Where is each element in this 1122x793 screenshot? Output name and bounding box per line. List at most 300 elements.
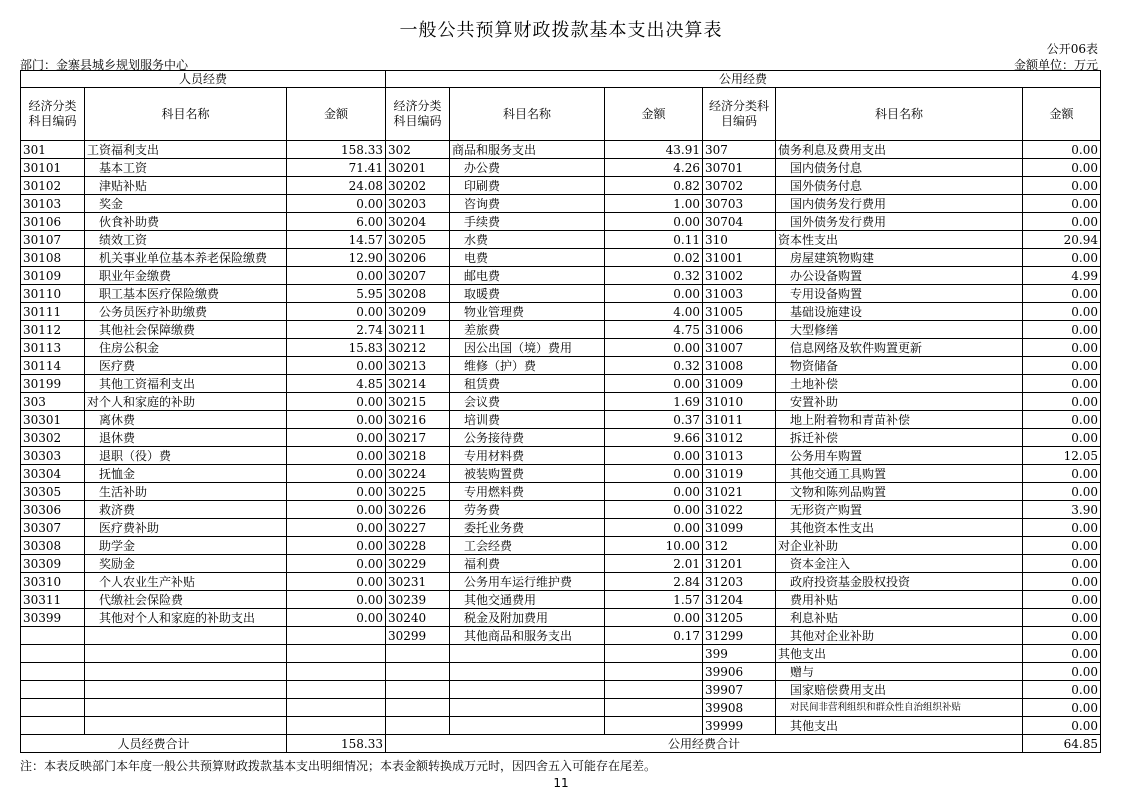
cell-name-c: 利息补贴 xyxy=(776,609,1023,627)
cell-code-b: 30240 xyxy=(386,609,450,627)
cell-name-b: 劳务费 xyxy=(450,501,605,519)
cell-code-c: 30703 xyxy=(703,195,776,213)
cell-amount-b: 0.00 xyxy=(605,465,703,483)
cell-amount-a: 158.33 xyxy=(287,141,386,159)
cell-code-b: 302 xyxy=(386,141,450,159)
cell-code-a: 30311 xyxy=(21,591,85,609)
personnel-total-label: 人员经费合计 xyxy=(21,735,287,753)
table-row xyxy=(21,501,1101,519)
cell-amount-b: 4.26 xyxy=(605,159,703,177)
cell-amount-b: 0.17 xyxy=(605,627,703,645)
cell-name-a: 抚恤金 xyxy=(85,465,287,483)
cell-amount-c: 0.00 xyxy=(1023,285,1101,303)
cell-code-b xyxy=(386,681,450,699)
cell-amount-a: 0.00 xyxy=(287,195,386,213)
cell-name-a: 离休费 xyxy=(85,411,287,429)
cell-name-c: 资本金注入 xyxy=(776,555,1023,573)
cell-name-c: 国内债务发行费用 xyxy=(776,195,1023,213)
cell-name-c: 其他支出 xyxy=(776,645,1023,663)
cell-code-c: 307 xyxy=(703,141,776,159)
cell-amount-c: 0.00 xyxy=(1023,663,1101,681)
cell-code-c: 31205 xyxy=(703,609,776,627)
cell-amount-c: 0.00 xyxy=(1023,681,1101,699)
cell-code-b xyxy=(386,717,450,735)
cell-name-c: 其他对企业补助 xyxy=(776,627,1023,645)
cell-name-b xyxy=(450,717,605,735)
cell-name-c: 国外债务付息 xyxy=(776,177,1023,195)
cell-amount-a: 0.00 xyxy=(287,267,386,285)
table-row xyxy=(21,699,1101,717)
cell-code-b xyxy=(386,645,450,663)
cell-amount-a xyxy=(287,627,386,645)
cell-amount-a xyxy=(287,681,386,699)
table-row xyxy=(21,573,1101,591)
cell-name-b: 取暖费 xyxy=(450,285,605,303)
cell-name-b: 其他商品和服务支出 xyxy=(450,627,605,645)
cell-amount-b: 0.00 xyxy=(605,483,703,501)
cell-code-a: 30307 xyxy=(21,519,85,537)
table-row xyxy=(21,249,1101,267)
cell-name-b xyxy=(450,663,605,681)
cell-code-c: 31007 xyxy=(703,339,776,357)
cell-amount-c: 0.00 xyxy=(1023,465,1101,483)
cell-amount-c: 12.05 xyxy=(1023,447,1101,465)
cell-amount-a: 2.74 xyxy=(287,321,386,339)
cell-amount-b: 1.69 xyxy=(605,393,703,411)
cell-amount-a: 24.08 xyxy=(287,177,386,195)
cell-name-a: 生活补助 xyxy=(85,483,287,501)
cell-code-c: 31001 xyxy=(703,249,776,267)
cell-name-c: 公务用车购置 xyxy=(776,447,1023,465)
cell-amount-a: 0.00 xyxy=(287,303,386,321)
cell-name-b: 邮电费 xyxy=(450,267,605,285)
cell-amount-c: 4.99 xyxy=(1023,267,1101,285)
cell-name-a: 住房公积金 xyxy=(85,339,287,357)
cell-code-b: 30202 xyxy=(386,177,450,195)
cell-amount-a: 0.00 xyxy=(287,555,386,573)
cell-amount-b xyxy=(605,717,703,735)
cell-code-b: 30229 xyxy=(386,555,450,573)
cell-name-b: 商品和服务支出 xyxy=(450,141,605,159)
cell-amount-c: 3.90 xyxy=(1023,501,1101,519)
table-row xyxy=(21,177,1101,195)
cell-code-a: 30306 xyxy=(21,501,85,519)
cell-amount-a: 0.00 xyxy=(287,429,386,447)
cell-code-c: 310 xyxy=(703,231,776,249)
cell-amount-a: 0.00 xyxy=(287,501,386,519)
table-row xyxy=(21,447,1101,465)
cell-name-a: 对个人和家庭的补助 xyxy=(85,393,287,411)
cell-name-b: 差旅费 xyxy=(450,321,605,339)
cell-name-a: 其他社会保障缴费 xyxy=(85,321,287,339)
cell-name-a: 退休费 xyxy=(85,429,287,447)
unit-label: 金额单位：万元 xyxy=(1013,58,1098,72)
cell-name-a: 基本工资 xyxy=(85,159,287,177)
cell-name-b: 因公出国（境）费用 xyxy=(450,339,605,357)
cell-name-b: 水费 xyxy=(450,231,605,249)
cell-code-b: 30212 xyxy=(386,339,450,357)
cell-name-c: 对企业补助 xyxy=(776,537,1023,555)
expenditure-table xyxy=(20,70,1101,753)
table-row xyxy=(21,357,1101,375)
cell-code-b: 30225 xyxy=(386,483,450,501)
cell-name-a: 其他对个人和家庭的补助支出 xyxy=(85,609,287,627)
cell-code-c: 30702 xyxy=(703,177,776,195)
cell-code-b: 30205 xyxy=(386,231,450,249)
cell-name-c: 基础设施建设 xyxy=(776,303,1023,321)
table-row xyxy=(21,681,1101,699)
cell-name-a: 助学金 xyxy=(85,537,287,555)
table-row xyxy=(21,609,1101,627)
header-name-a: 科目名称 xyxy=(85,88,287,141)
cell-name-a xyxy=(85,627,287,645)
cell-code-b xyxy=(386,663,450,681)
cell-amount-b: 43.91 xyxy=(605,141,703,159)
cell-name-a: 职业年金缴费 xyxy=(85,267,287,285)
cell-amount-a: 0.00 xyxy=(287,411,386,429)
cell-name-a: 医疗费 xyxy=(85,357,287,375)
cell-amount-a xyxy=(287,645,386,663)
cell-amount-b: 0.00 xyxy=(605,339,703,357)
cell-name-a xyxy=(85,681,287,699)
table-row xyxy=(21,483,1101,501)
cell-code-c: 31010 xyxy=(703,393,776,411)
cell-name-a: 伙食补助费 xyxy=(85,213,287,231)
cell-code-b: 30224 xyxy=(386,465,450,483)
cell-name-b xyxy=(450,699,605,717)
cell-code-b: 30206 xyxy=(386,249,450,267)
cell-amount-b: 1.00 xyxy=(605,195,703,213)
cell-code-c: 31203 xyxy=(703,573,776,591)
table-row xyxy=(21,321,1101,339)
cell-code-c: 31009 xyxy=(703,375,776,393)
cell-amount-b: 0.00 xyxy=(605,519,703,537)
cell-name-c: 其他资本性支出 xyxy=(776,519,1023,537)
cell-code-a: 30304 xyxy=(21,465,85,483)
cell-amount-a: 6.00 xyxy=(287,213,386,231)
cell-amount-b xyxy=(605,645,703,663)
cell-name-b xyxy=(450,645,605,663)
table-row xyxy=(21,375,1101,393)
cell-name-b: 被装购置费 xyxy=(450,465,605,483)
cell-name-c: 对民间非营利组织和群众性自治组织补贴 xyxy=(776,699,1023,717)
cell-code-a: 30303 xyxy=(21,447,85,465)
cell-code-a: 30301 xyxy=(21,411,85,429)
cell-code-a: 30399 xyxy=(21,609,85,627)
cell-amount-c: 0.00 xyxy=(1023,645,1101,663)
cell-amount-c: 0.00 xyxy=(1023,159,1101,177)
cell-amount-c: 0.00 xyxy=(1023,249,1101,267)
cell-code-b: 30201 xyxy=(386,159,450,177)
cell-name-c: 信息网络及软件购置更新 xyxy=(776,339,1023,357)
table-row xyxy=(21,195,1101,213)
cell-name-c: 文物和陈列品购置 xyxy=(776,483,1023,501)
cell-code-a: 30113 xyxy=(21,339,85,357)
cell-code-a: 30103 xyxy=(21,195,85,213)
table-row xyxy=(21,285,1101,303)
cell-code-c: 31201 xyxy=(703,555,776,573)
cell-amount-a: 0.00 xyxy=(287,447,386,465)
table-row xyxy=(21,429,1101,447)
cell-name-b: 福利费 xyxy=(450,555,605,573)
cell-code-a: 30106 xyxy=(21,213,85,231)
cell-name-a xyxy=(85,663,287,681)
public-total-label: 公用经费合计 xyxy=(386,735,1023,753)
cell-name-c: 国内债务付息 xyxy=(776,159,1023,177)
personnel-total-value: 158.33 xyxy=(287,735,386,753)
cell-amount-b xyxy=(605,699,703,717)
table-row xyxy=(21,627,1101,645)
table-row xyxy=(21,591,1101,609)
header-name-b: 科目名称 xyxy=(450,88,605,141)
cell-code-a: 30199 xyxy=(21,375,85,393)
cell-amount-b: 9.66 xyxy=(605,429,703,447)
cell-code-b: 30216 xyxy=(386,411,450,429)
cell-code-a: 30114 xyxy=(21,357,85,375)
cell-amount-c: 0.00 xyxy=(1023,375,1101,393)
table-row xyxy=(21,141,1101,159)
cell-name-b: 租赁费 xyxy=(450,375,605,393)
cell-amount-a xyxy=(287,699,386,717)
table-row xyxy=(21,393,1101,411)
cell-amount-a: 15.83 xyxy=(287,339,386,357)
cell-code-c: 39908 xyxy=(703,699,776,717)
cell-name-b: 公务接待费 xyxy=(450,429,605,447)
cell-amount-a: 71.41 xyxy=(287,159,386,177)
cell-amount-a xyxy=(287,717,386,735)
cell-amount-a: 0.00 xyxy=(287,519,386,537)
cell-code-c: 31299 xyxy=(703,627,776,645)
cell-code-b: 30228 xyxy=(386,537,450,555)
cell-amount-a: 4.85 xyxy=(287,375,386,393)
table-row xyxy=(21,717,1101,735)
cell-code-c: 31204 xyxy=(703,591,776,609)
table-row xyxy=(21,231,1101,249)
header-amount-b: 金额 xyxy=(605,88,703,141)
cell-amount-a: 14.57 xyxy=(287,231,386,249)
cell-amount-c: 0.00 xyxy=(1023,627,1101,645)
cell-code-b: 30226 xyxy=(386,501,450,519)
table-row xyxy=(21,645,1101,663)
cell-code-a: 303 xyxy=(21,393,85,411)
cell-amount-b: 0.32 xyxy=(605,357,703,375)
cell-amount-b: 2.01 xyxy=(605,555,703,573)
cell-name-a xyxy=(85,699,287,717)
header-code-b: 经济分类科目编码 xyxy=(386,88,450,141)
cell-code-c: 31021 xyxy=(703,483,776,501)
cell-amount-b: 0.00 xyxy=(605,285,703,303)
cell-code-c: 399 xyxy=(703,645,776,663)
cell-name-b: 电费 xyxy=(450,249,605,267)
cell-name-a: 其他工资福利支出 xyxy=(85,375,287,393)
department-label: 部门：金寨县城乡规划服务中心 xyxy=(20,58,189,72)
cell-amount-b: 0.00 xyxy=(605,447,703,465)
header-amount-a: 金额 xyxy=(287,88,386,141)
cell-code-a: 30305 xyxy=(21,483,85,501)
cell-code-c: 31003 xyxy=(703,285,776,303)
cell-name-c: 专用设备购置 xyxy=(776,285,1023,303)
cell-amount-b xyxy=(605,663,703,681)
cell-name-a: 津贴补贴 xyxy=(85,177,287,195)
cell-amount-b: 0.82 xyxy=(605,177,703,195)
cell-name-a xyxy=(85,717,287,735)
header-code-a: 经济分类科目编码 xyxy=(21,88,85,141)
cell-code-a xyxy=(21,663,85,681)
cell-name-c: 无形资产购置 xyxy=(776,501,1023,519)
cell-amount-c: 0.00 xyxy=(1023,717,1101,735)
cell-amount-b: 4.00 xyxy=(605,303,703,321)
cell-amount-c: 0.00 xyxy=(1023,321,1101,339)
cell-amount-c: 0.00 xyxy=(1023,483,1101,501)
cell-amount-b: 0.02 xyxy=(605,249,703,267)
cell-amount-a: 0.00 xyxy=(287,537,386,555)
cell-code-b: 30299 xyxy=(386,627,450,645)
cell-amount-b: 0.00 xyxy=(605,213,703,231)
cell-name-b: 其他交通费用 xyxy=(450,591,605,609)
cell-code-a: 30107 xyxy=(21,231,85,249)
form-code: 公开06表 xyxy=(1046,42,1098,56)
cell-name-b: 印刷费 xyxy=(450,177,605,195)
table-row xyxy=(21,663,1101,681)
cell-name-c: 政府投资基金股权投资 xyxy=(776,573,1023,591)
cell-amount-b: 10.00 xyxy=(605,537,703,555)
cell-name-c: 房屋建筑物购建 xyxy=(776,249,1023,267)
cell-amount-c: 0.00 xyxy=(1023,699,1101,717)
cell-amount-c: 0.00 xyxy=(1023,213,1101,231)
cell-code-a: 30102 xyxy=(21,177,85,195)
cell-code-c: 31012 xyxy=(703,429,776,447)
cell-name-a: 奖金 xyxy=(85,195,287,213)
cell-amount-c: 0.00 xyxy=(1023,339,1101,357)
cell-amount-a: 0.00 xyxy=(287,591,386,609)
cell-amount-c: 0.00 xyxy=(1023,195,1101,213)
cell-amount-c: 0.00 xyxy=(1023,393,1101,411)
cell-amount-c: 0.00 xyxy=(1023,429,1101,447)
cell-code-c: 31008 xyxy=(703,357,776,375)
table-row xyxy=(21,519,1101,537)
cell-amount-c: 0.00 xyxy=(1023,573,1101,591)
table-row xyxy=(21,411,1101,429)
cell-name-a: 工资福利支出 xyxy=(85,141,287,159)
cell-code-a: 30302 xyxy=(21,429,85,447)
cell-code-a xyxy=(21,699,85,717)
cell-code-a xyxy=(21,717,85,735)
cell-code-c: 31005 xyxy=(703,303,776,321)
table-row xyxy=(21,267,1101,285)
cell-name-c: 安置补助 xyxy=(776,393,1023,411)
table-row xyxy=(21,303,1101,321)
cell-amount-c: 20.94 xyxy=(1023,231,1101,249)
cell-code-a: 30110 xyxy=(21,285,85,303)
cell-amount-c: 0.00 xyxy=(1023,141,1101,159)
cell-name-c: 国家赔偿费用支出 xyxy=(776,681,1023,699)
cell-name-c: 国外债务发行费用 xyxy=(776,213,1023,231)
cell-name-b: 会议费 xyxy=(450,393,605,411)
cell-code-b: 30218 xyxy=(386,447,450,465)
cell-code-c: 31019 xyxy=(703,465,776,483)
cell-amount-b: 1.57 xyxy=(605,591,703,609)
cell-name-c: 物资储备 xyxy=(776,357,1023,375)
page-number: 11 xyxy=(553,776,569,790)
cell-amount-b: 2.84 xyxy=(605,573,703,591)
cell-name-b: 物业管理费 xyxy=(450,303,605,321)
cell-code-b: 30209 xyxy=(386,303,450,321)
cell-name-c: 其他支出 xyxy=(776,717,1023,735)
cell-amount-c: 0.00 xyxy=(1023,411,1101,429)
cell-name-c: 债务利息及费用支出 xyxy=(776,141,1023,159)
cell-name-c: 拆迁补偿 xyxy=(776,429,1023,447)
cell-name-c: 赠与 xyxy=(776,663,1023,681)
cell-name-a: 医疗费补助 xyxy=(85,519,287,537)
table-row xyxy=(21,465,1101,483)
cell-code-a: 30111 xyxy=(21,303,85,321)
cell-amount-c: 0.00 xyxy=(1023,537,1101,555)
cell-code-c: 30701 xyxy=(703,159,776,177)
cell-name-b: 工会经费 xyxy=(450,537,605,555)
cell-code-c: 31022 xyxy=(703,501,776,519)
cell-amount-c: 0.00 xyxy=(1023,609,1101,627)
cell-code-b: 30204 xyxy=(386,213,450,231)
cell-name-a: 代缴社会保险费 xyxy=(85,591,287,609)
cell-code-a: 30309 xyxy=(21,555,85,573)
cell-code-a xyxy=(21,681,85,699)
cell-code-a: 30112 xyxy=(21,321,85,339)
cell-code-a: 301 xyxy=(21,141,85,159)
cell-name-b: 维修（护）费 xyxy=(450,357,605,375)
table-row xyxy=(21,159,1101,177)
cell-name-a: 公务员医疗补助缴费 xyxy=(85,303,287,321)
cell-code-b: 30208 xyxy=(386,285,450,303)
cell-amount-c: 0.00 xyxy=(1023,303,1101,321)
cell-code-c: 31006 xyxy=(703,321,776,339)
cell-amount-b: 4.75 xyxy=(605,321,703,339)
cell-name-b: 专用材料费 xyxy=(450,447,605,465)
cell-amount-a: 0.00 xyxy=(287,393,386,411)
cell-amount-c: 0.00 xyxy=(1023,591,1101,609)
cell-name-a: 个人农业生产补贴 xyxy=(85,573,287,591)
header-name-c: 科目名称 xyxy=(776,88,1023,141)
cell-name-a xyxy=(85,645,287,663)
cell-name-b: 办公费 xyxy=(450,159,605,177)
cell-name-b: 专用燃料费 xyxy=(450,483,605,501)
cell-amount-b: 0.00 xyxy=(605,375,703,393)
cell-code-c: 31099 xyxy=(703,519,776,537)
table-row xyxy=(21,339,1101,357)
cell-name-b: 咨询费 xyxy=(450,195,605,213)
cell-name-c: 资本性支出 xyxy=(776,231,1023,249)
cell-name-a: 奖励金 xyxy=(85,555,287,573)
header-amount-c: 金额 xyxy=(1023,88,1101,141)
cell-amount-c: 0.00 xyxy=(1023,177,1101,195)
cell-code-b: 30214 xyxy=(386,375,450,393)
cell-code-c: 39906 xyxy=(703,663,776,681)
cell-code-b: 30215 xyxy=(386,393,450,411)
cell-name-b: 委托业务费 xyxy=(450,519,605,537)
cell-name-c: 费用补贴 xyxy=(776,591,1023,609)
cell-code-a: 30310 xyxy=(21,573,85,591)
cell-code-a: 30109 xyxy=(21,267,85,285)
cell-name-a: 职工基本医疗保险缴费 xyxy=(85,285,287,303)
cell-code-c: 312 xyxy=(703,537,776,555)
cell-code-a: 30101 xyxy=(21,159,85,177)
cell-amount-a: 0.00 xyxy=(287,609,386,627)
cell-name-b xyxy=(450,681,605,699)
section-personnel: 人员经费 xyxy=(21,71,386,88)
cell-amount-a: 12.90 xyxy=(287,249,386,267)
cell-name-c: 地上附着物和青苗补偿 xyxy=(776,411,1023,429)
cell-code-b xyxy=(386,699,450,717)
cell-code-c: 30704 xyxy=(703,213,776,231)
